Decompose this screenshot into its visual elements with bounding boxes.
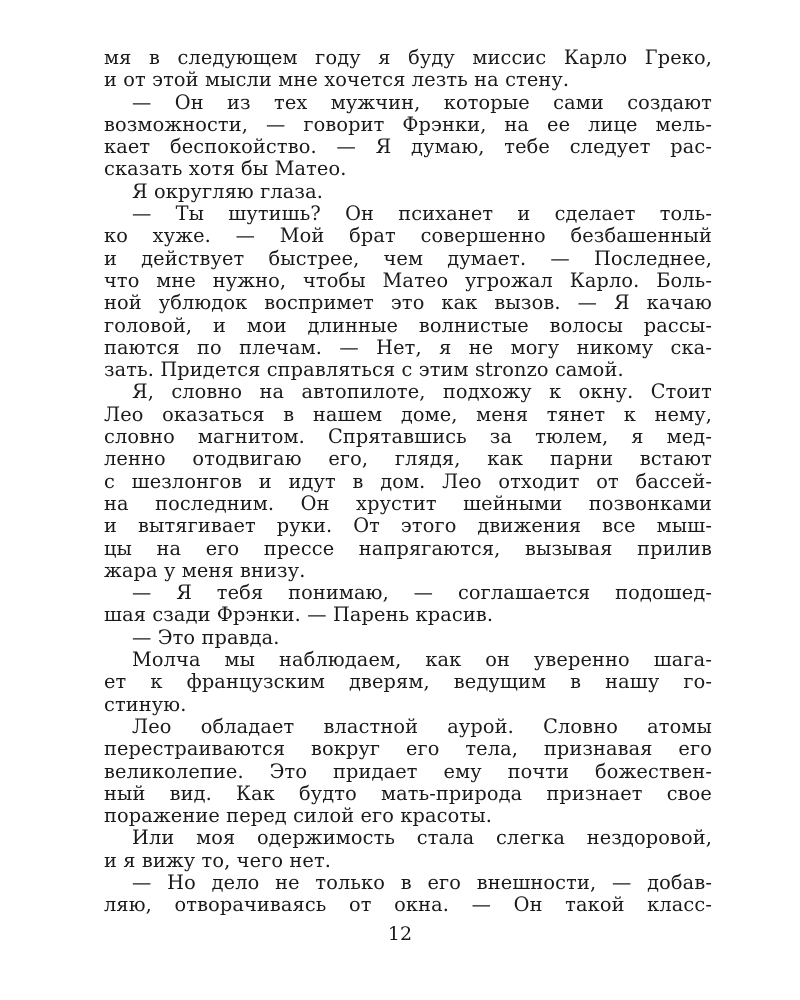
text-line: Лео обладает властной аурой. Словно атомы <box>132 714 712 738</box>
text-line: Я, словно на автопилоте, подхожу к окну. Стоит <box>132 380 712 404</box>
text-line: — Я тебя понимаю, — соглашается подошед- <box>132 581 712 605</box>
text-line: зать. Придется справляться с этим stronzo самой. <box>104 358 624 382</box>
text-line: паются по плечам. — Нет, я не могу никому ска- <box>104 335 712 359</box>
text-line: ляю, отворачиваясь от окна. — Он такой класс- <box>104 893 712 917</box>
text-line: перестраиваются вокруг его тела, признавая его <box>104 737 712 761</box>
text-line: — Это правда. <box>132 625 280 649</box>
text-line: и от этой мысли мне хочется лезть на стену. <box>104 68 570 92</box>
text-line: что мне нужно, чтобы Матео угрожал Карло. Боль- <box>104 268 712 292</box>
text-line: ной ублюдок воспримет это как вызов. — Я качаю <box>104 291 712 315</box>
text-line: на последним. Он хрустит шейными позвонками <box>104 491 712 515</box>
text-line: ный вид. Как будто мать-природа признает свое <box>104 781 712 805</box>
text-line: — Он из тех мужчин, которые сами создают <box>132 90 712 114</box>
text-line: головой, и мои длинные волнистые волосы рассы- <box>104 313 712 337</box>
text-line: и вытягивает руки. От этого движения все мыш- <box>104 514 712 538</box>
text-line: великолепие. Это придает ему почти божествен- <box>104 759 712 783</box>
text-line: поражение перед силой его красоты. <box>104 804 492 828</box>
text-line: шая сзади Фрэнки. — Парень красив. <box>104 603 494 627</box>
text-line: стиную. <box>104 692 187 716</box>
text-line: ленно отодвигаю его, глядя, как парни встают <box>104 447 712 471</box>
text-line: цы на его прессе напрягаются, вызывая прилив <box>104 536 712 560</box>
text-line: ет к французским дверям, ведущим в нашу го- <box>104 670 712 694</box>
text-line: Молча мы наблюдаем, как он уверенно шага- <box>132 648 712 672</box>
text-line: Или моя одержимость стала слегка нездоровой, <box>132 826 712 850</box>
text-line: — Но дело не только в его внешности, — добав- <box>132 870 712 894</box>
text-line: мя в следующем году я буду миссис Карло Греко, <box>104 46 712 69</box>
text-line: кает беспокойство. — Я думаю, тебе следует рас- <box>104 135 712 159</box>
text-line: сказать хотя бы Матео. <box>104 157 347 181</box>
text-line: и действует быстрее, чем думает. — Последнее, <box>104 246 712 270</box>
text-line: Я округляю глаза. <box>132 179 324 203</box>
text-line: Лео оказаться в нашем доме, меня тянет к нему, <box>104 402 712 426</box>
text-line: ко хуже. — Мой брат совершенно безбашенный <box>104 224 712 248</box>
text-line: возможности, — говорит Фрэнки, на ее лице мель- <box>104 112 712 136</box>
text-line: словно магнитом. Спрятавшись за тюлем, я мед- <box>104 425 712 449</box>
text-line: и я вижу то, чего нет. <box>104 848 332 872</box>
text-line: жара у меня внизу. <box>104 558 306 582</box>
text-line: с шезлонгов и идут в дом. Лео отходит от бассей- <box>104 469 712 493</box>
page-number: 12 <box>387 923 413 945</box>
text-line: — Ты шутишь? Он психанет и сделает толь- <box>132 202 712 226</box>
body-text <box>104 47 712 917</box>
